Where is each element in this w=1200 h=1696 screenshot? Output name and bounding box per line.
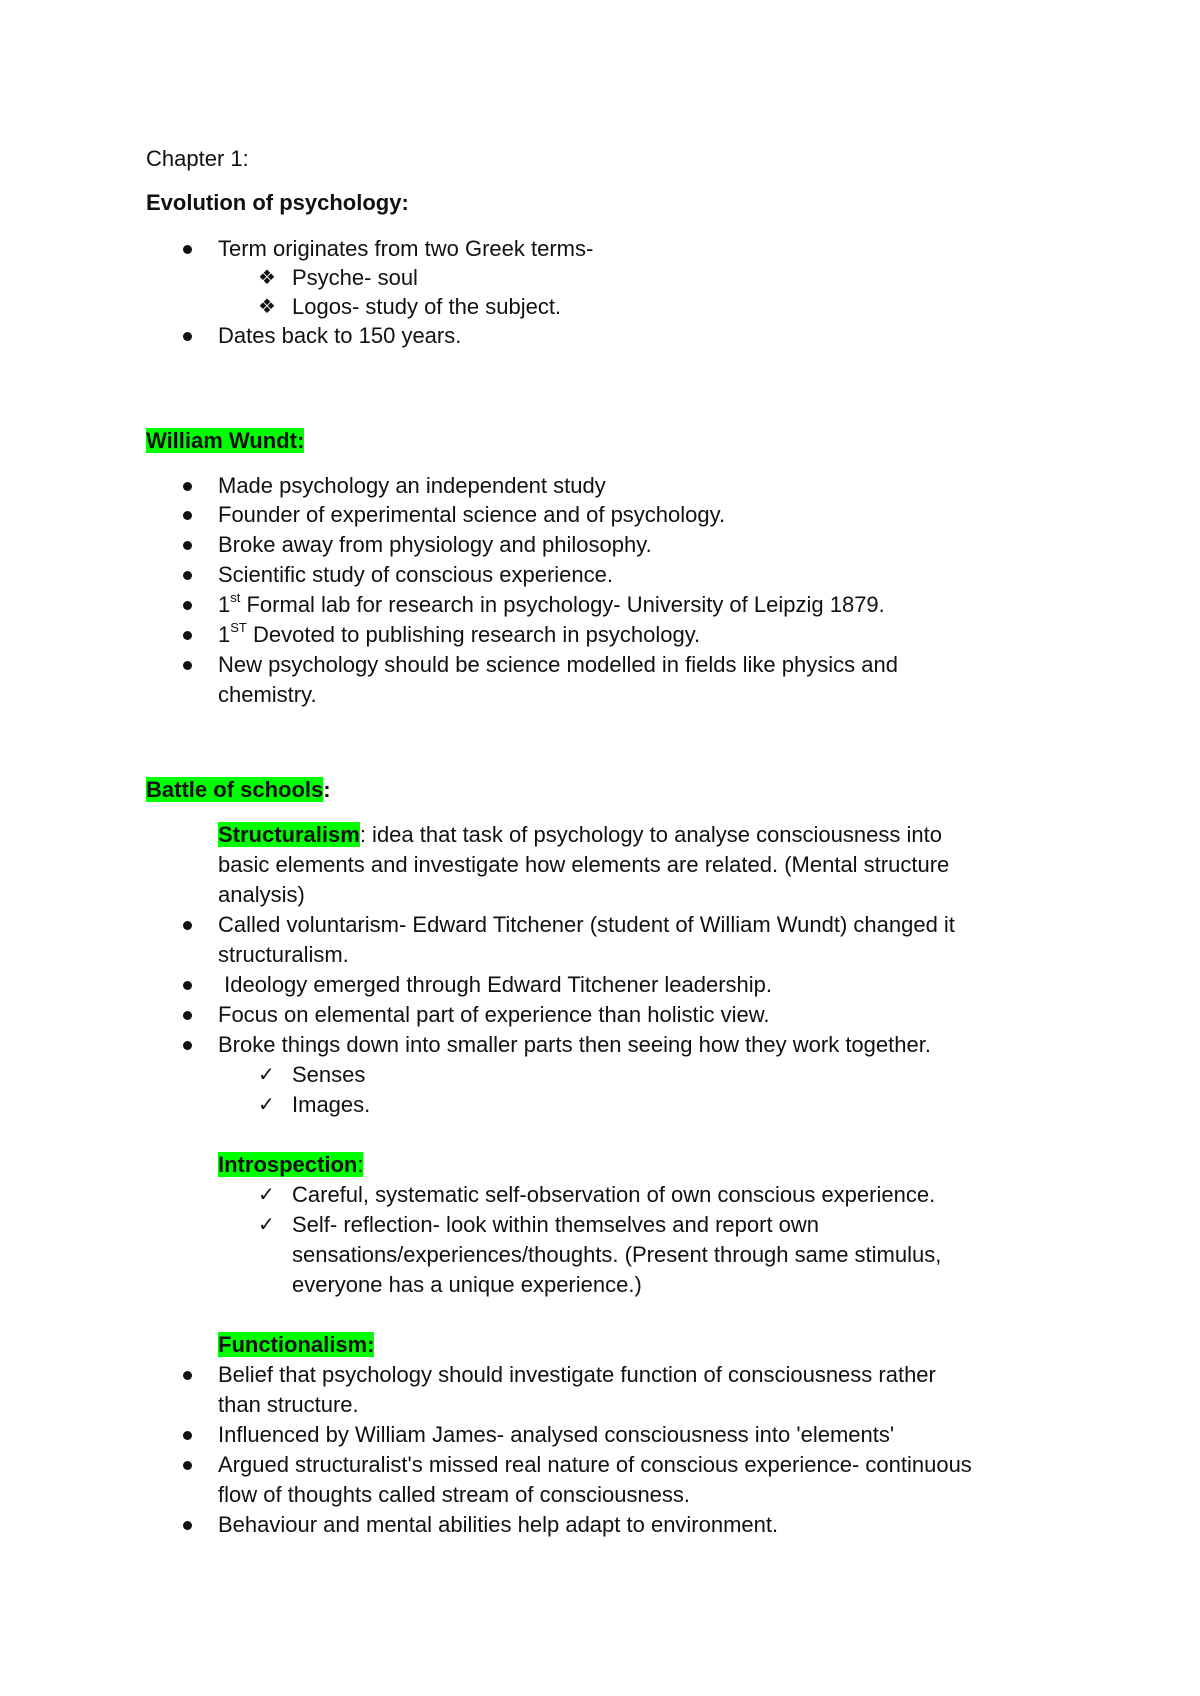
list-item: Self- reflection- look within themselves and report own <box>292 1212 820 1237</box>
list-item: 1ST Devoted to publishing research in psychology. <box>218 619 701 647</box>
introspection-heading: Introspection: <box>218 1152 364 1177</box>
list-item: 1st Formal lab for research in psychology- University of Leipzig 1879. <box>218 589 885 617</box>
checkmark-icon: ✓ <box>258 1094 275 1116</box>
bullet-icon <box>183 1431 192 1440</box>
list-item: Behaviour and mental abilities help adapt to environment. <box>218 1512 779 1537</box>
checkmark-icon: ✓ <box>258 1214 275 1236</box>
checkmark-icon: ✓ <box>258 1184 275 1206</box>
bullet-icon <box>183 1371 192 1380</box>
list-item-continuation: than structure. <box>218 1392 359 1417</box>
bullet-icon <box>183 245 192 254</box>
list-item: Careful, systematic self-observation of own conscious experience. <box>292 1182 936 1207</box>
list-item: Ideology emerged through Edward Titchener leadership. <box>218 972 773 997</box>
bullet-icon <box>183 571 192 580</box>
list-item: Psyche- soul <box>292 265 418 290</box>
list-item: Called voluntarism- Edward Titchener (student of William Wundt) changed it <box>218 912 955 937</box>
list-item: Influenced by William James- analysed consciousness into 'elements' <box>218 1422 895 1447</box>
list-item: Argued structuralist's missed real nature of conscious experience- continuous <box>218 1452 972 1477</box>
list-item: Belief that psychology should investigate function of consciousness rather <box>218 1362 936 1387</box>
list-item-continuation: structuralism. <box>218 942 349 967</box>
list-item: Dates back to 150 years. <box>218 323 462 348</box>
list-item-continuation: flow of thoughts called stream of consciousness. <box>218 1482 691 1507</box>
chapter-title: Chapter 1: <box>146 146 249 171</box>
list-item: Images. <box>292 1092 371 1117</box>
structuralism-definition: Structuralism: idea that task of psychology to analyse consciousness into <box>218 822 942 847</box>
functionalism-heading: Functionalism: <box>218 1332 375 1357</box>
bullet-icon <box>183 332 192 341</box>
list-item: Logos- study of the subject. <box>292 294 562 319</box>
list-item-continuation: everyone has a unique experience.) <box>292 1272 642 1297</box>
paragraph-line: analysis) <box>218 882 305 907</box>
list-item: Broke away from physiology and philosophy. <box>218 532 652 557</box>
section-heading-evolution: Evolution of psychology: <box>146 190 409 215</box>
paragraph-line: basic elements and investigate how elements are related. (Mental structure <box>218 852 950 877</box>
list-item: Senses <box>292 1062 366 1087</box>
bullet-icon <box>183 601 192 610</box>
bullet-icon <box>183 1041 192 1050</box>
bullet-icon <box>183 482 192 491</box>
bullet-icon <box>183 1011 192 1020</box>
section-heading-wundt: William Wundt: <box>146 428 305 453</box>
list-item-continuation: sensations/experiences/thoughts. (Present through same stimulus, <box>292 1242 942 1267</box>
list-item: Scientific study of conscious experience. <box>218 562 613 587</box>
bullet-icon <box>183 1521 192 1530</box>
list-item: Focus on elemental part of experience than holistic view. <box>218 1002 770 1027</box>
bullet-icon <box>183 541 192 550</box>
list-item-continuation: chemistry. <box>218 682 317 707</box>
bullet-icon <box>183 981 192 990</box>
bullet-icon <box>183 1461 192 1470</box>
checkmark-icon: ✓ <box>258 1064 275 1086</box>
list-item: Term originates from two Greek terms- <box>218 236 594 261</box>
diamond-bullet-icon: ❖ <box>258 296 276 318</box>
structuralism-label: Structuralism <box>218 822 360 847</box>
diamond-bullet-icon: ❖ <box>258 267 276 289</box>
list-item: Made psychology an independent study <box>218 473 606 498</box>
bullet-icon <box>183 511 192 520</box>
list-item: Broke things down into smaller parts then seeing how they work together. <box>218 1032 931 1057</box>
list-item: Founder of experimental science and of psychology. <box>218 502 726 527</box>
section-heading-battle: Battle of schools: <box>146 777 331 802</box>
bullet-icon <box>183 921 192 930</box>
bullet-icon <box>183 631 192 640</box>
bullet-icon <box>183 661 192 670</box>
list-item: New psychology should be science modelled in fields like physics and <box>218 652 898 677</box>
